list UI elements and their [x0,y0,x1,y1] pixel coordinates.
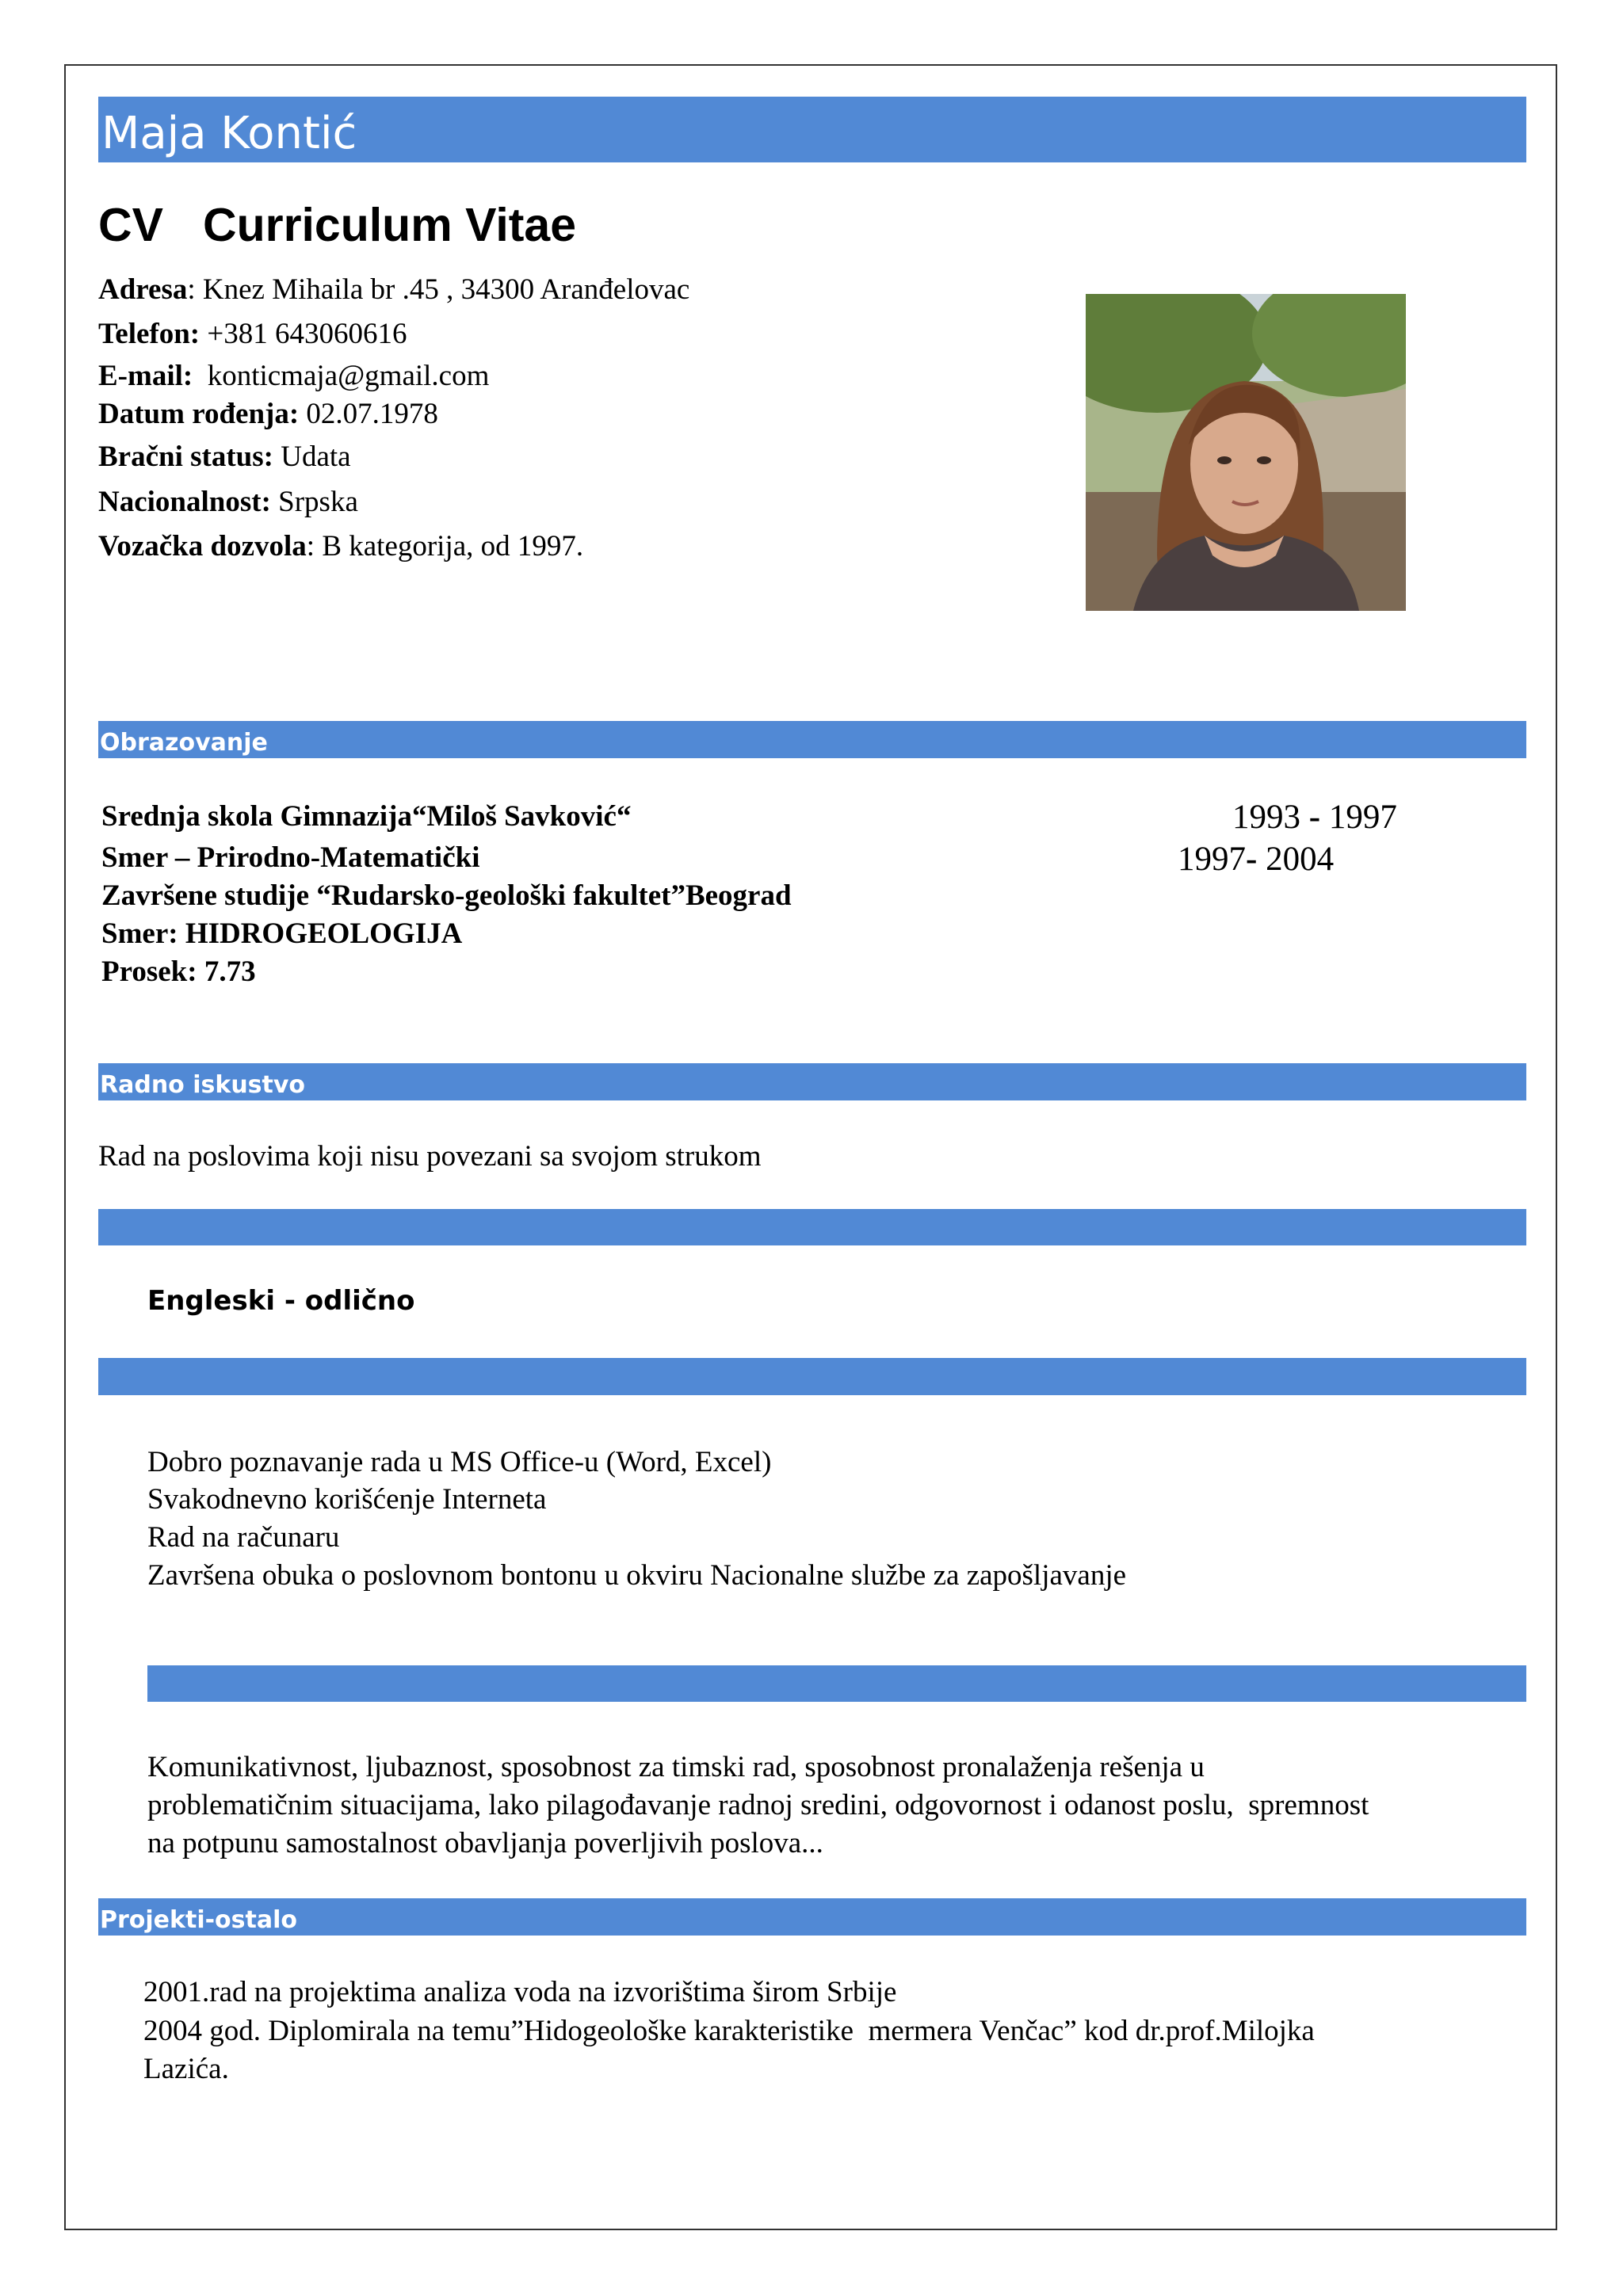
cv-full-title: Curriculum Vitae [202,199,577,251]
computer-skill-item: Dobro poznavanje rada u MS Office-u (Word, Excel) [147,1446,772,1478]
birthdate-line: Datum rođenja: 02.07.1978 [98,398,438,430]
phone-line: Telefon: +381 643060616 [98,318,407,350]
candidate-name: Maja Kontić [101,108,357,159]
project-line: Lazića. [143,2053,229,2085]
computer-skill-item: Rad na računaru [147,1521,340,1554]
cv-abbreviation: CV [98,199,163,251]
education-line-specialization: Smer: HIDROGEOLOGIJA [101,917,463,950]
education-heading-bar [98,721,1526,758]
email-line: E-mail: konticmaja@gmail.com [98,360,490,392]
education-years-school: 1993 - 1997 [1232,799,1397,836]
computer-skill-item: Završena obuka o poslovnom bontonu u okviru Nacionalne službe za zapošljavanje [147,1559,1127,1592]
personal-skills-line: problematičnim situacijama, lako pilagođavanje radnoj sredini, odgovornost i odanost poslu, spremnost [147,1789,1369,1821]
work-description: Rad na poslovima koji nisu povezani sa svojom strukom [98,1140,762,1173]
education-heading: Obrazovanje [100,729,268,757]
work-heading-bar [98,1063,1526,1100]
project-line: 2001.rad na projektima analiza voda na izvorištima širom Srbije [143,1976,897,2008]
education-line-faculty: Završene studije “Rudarsko-geološki fakultet”Beograd [101,879,792,912]
languages-heading-bar [98,1209,1526,1245]
name-header-bar [98,97,1526,162]
language-english: Engleski - odlično [147,1285,415,1317]
address-line: Adresa: Knez Mihaila br .45 , 34300 Aranđelovac [98,273,690,306]
drivers-license-line: Vozačka dozvola: B kategorija, od 1997. [98,530,584,563]
computer-skill-item: Svakodnevno korišćenje Interneta [147,1483,547,1516]
computer-skills-heading-bar [98,1358,1526,1395]
profile-photo-illustration [1086,294,1406,611]
profile-photo [1086,294,1406,611]
education-line-average: Prosek: 7.73 [101,955,256,988]
project-line: 2004 god. Diplomirala na temu”Hidogeološke karakteristike mermera Venčac” kod dr.prof.Milojka [143,2015,1315,2047]
education-years-faculty: 1997- 2004 [1178,841,1335,878]
projects-heading: Projekti-ostalo [100,1906,297,1934]
page-title [98,198,576,252]
projects-heading-bar [98,1898,1526,1936]
personal-skills-line: Komunikativnost, ljubaznost, sposobnost za timski rad, sposobnost pronalaženja rešenja u [147,1751,1205,1783]
personal-skills-heading-bar [147,1665,1526,1702]
work-heading: Radno iskustvo [100,1071,306,1099]
nationality-line: Nacionalnost: Srpska [98,486,358,518]
education-line-major: Smer – Prirodno-Matematički [101,841,480,874]
personal-skills-line: na potpunu samostalnost obavljanja poverljivih poslova... [147,1827,823,1859]
marital-status-line: Bračni status: Udata [98,441,351,473]
education-line-school: Srednja skola Gimnazija“Miloš Savković“ [101,800,632,833]
